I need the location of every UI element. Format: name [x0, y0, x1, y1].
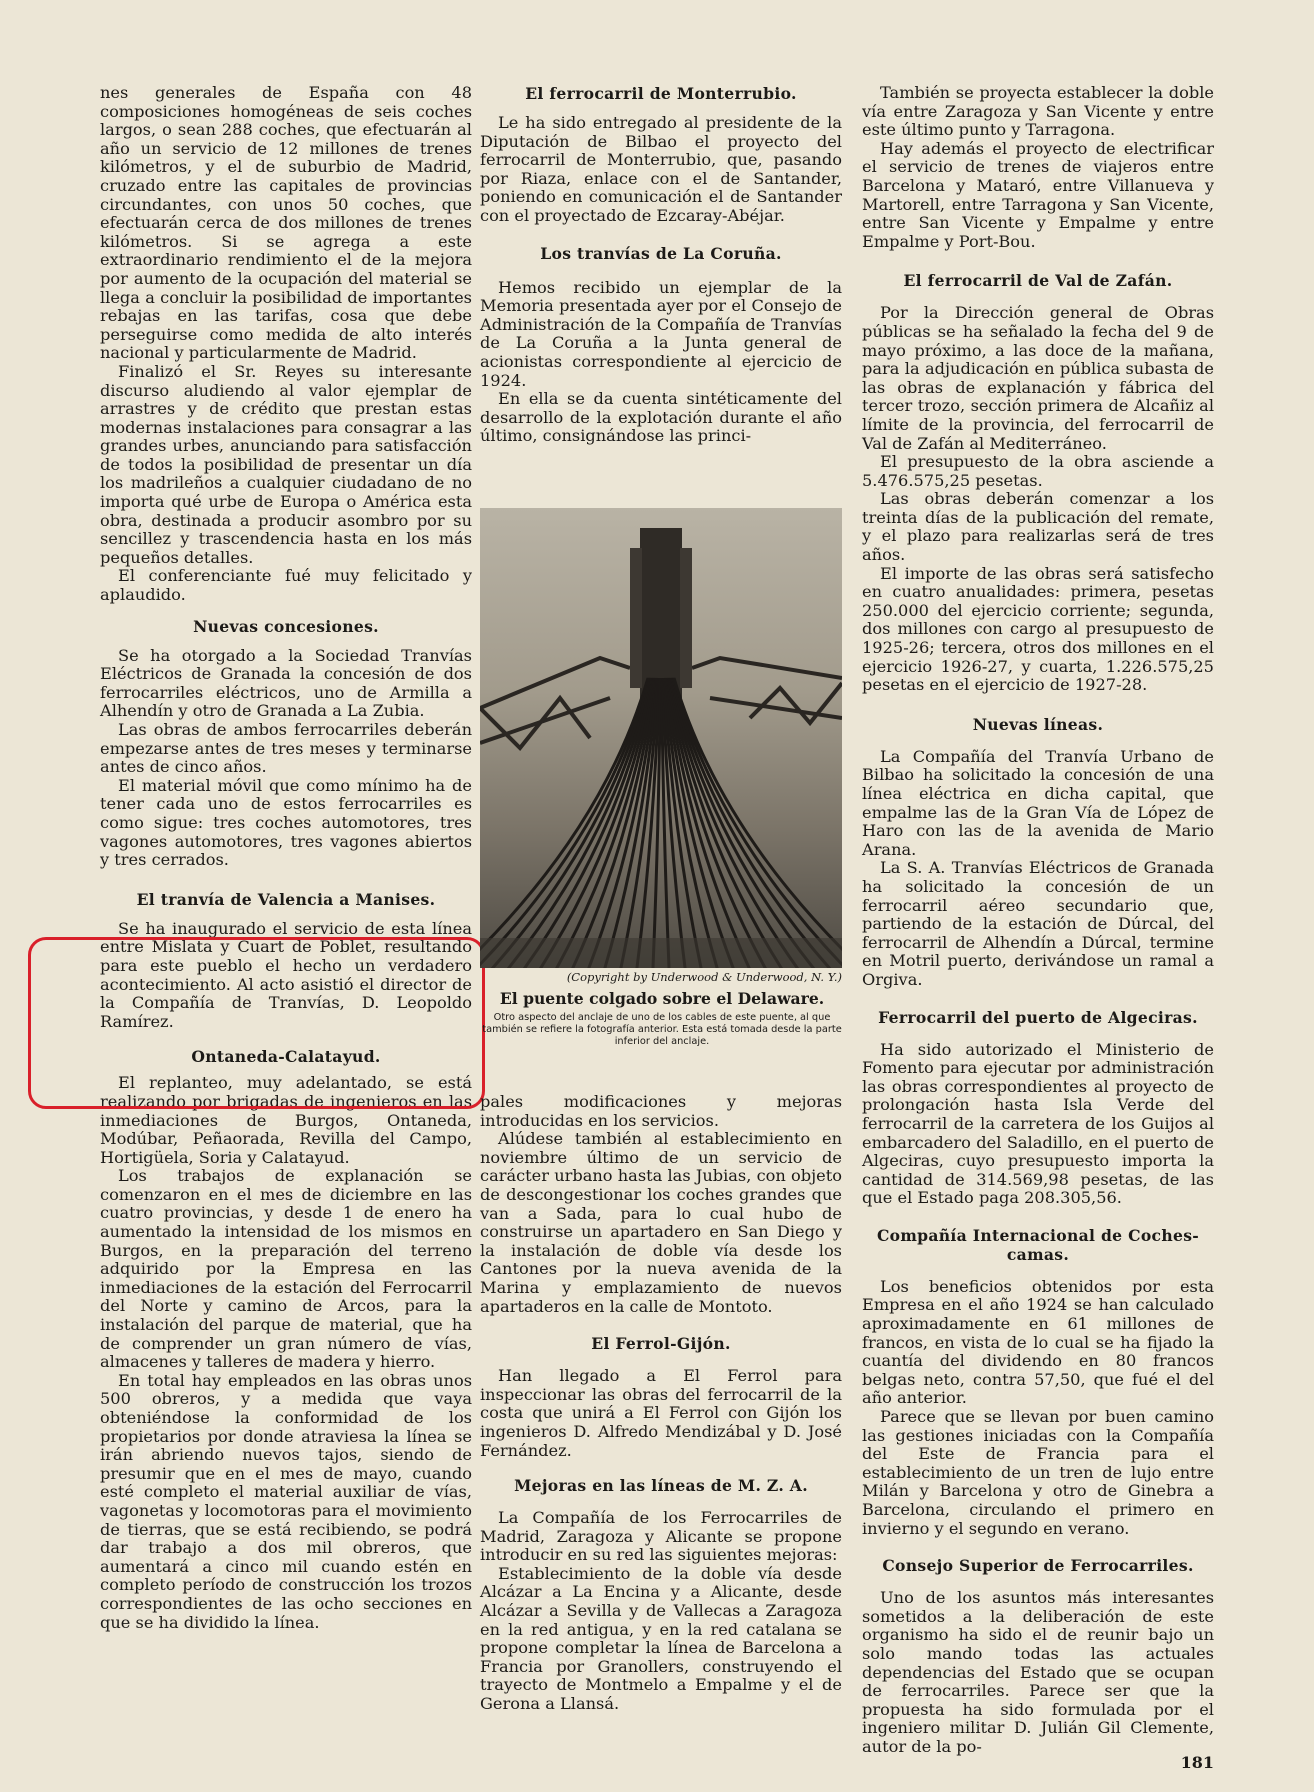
section-heading-mza: Mejoras en las líneas de M. Z. A.: [514, 1476, 808, 1496]
paragraph: En total hay empleados en las obras unos 500 obreros, y a medida que vaya obteniéndose la conformidad de los propietarios por donde atraviesa la línea se irán abriendo nuevos tajos, siendo de presumir que en el mes de mayo, cuando esté completo el material auxiliar de vías, vagonetas y locomotoras para el movimiento de tierras, que se está recibiendo, se podrá dar trabajo a dos mil obreros, que aumentará a cinco mil cuando estén en completo período de construcción los trozos correspondientes de las ocho secciones en que se ha dividido la línea.: [100, 1370, 472, 1632]
paragraph: En ella se da cuenta sintéticamente del desarrollo de la explotación durante el año último, consignándose las princi-: [480, 389, 842, 446]
column-2: [480, 84, 842, 446]
cable-strand: [480, 678, 648, 968]
paragraph: Alúdese también al establecimiento en noviembre último de un servicio de carácter urbano hasta las Jubias, con objeto de descongestionar los coches grandes que van a Sada, para lo cual hubo de construirse un apartadero en San Diego y la instalación de doble vía desde los Cantones por la nueva avenida de la Marina y emplazamiento de nuevos apartaderos en la calle de Montoto.: [480, 1129, 842, 1316]
paragraph: Se ha otorgado a la Sociedad Tranvías Eléctricos de Granada la concesión de dos ferrocarriles eléctricos, uno de Armilla a Alhendín y otro de Granada a La Zubia.: [100, 645, 472, 721]
paragraph: La Compañía de los Ferrocarriles de Madrid, Zaragoza y Alicante se propone introducir en su red las siguientes mejoras:: [480, 1508, 842, 1565]
paragraph: Los beneficios obtenidos por esta Empresa en el año 1924 se han calculado aproximadamente en 61 millones de francos, en vista de lo cual se ha fijado la cuantía del dividendo en 80 francos belgas neto, contra 57,50, que fué el del año anterior.: [862, 1276, 1214, 1408]
figure-title: El puente colgado sobre el Delaware.: [499, 989, 825, 1008]
cable-strand: [480, 678, 649, 968]
paragraph: Uno de los asuntos más interesantes sometidos a la deliberación de este organismo ha sido el de reunir bajo un solo mando todas las actuales dependencias del Estado que se ocupan de ferrocarriles. Parece ser que la propuesta ha sido formulada por el ingeniero militar D. Julián Gil Clemente, autor de la po-: [862, 1588, 1214, 1756]
paragraph: Las obras deberán comenzar a los treinta días de la publicación del remate, y el plazo para realizarlas será de tres años.: [862, 489, 1214, 565]
cable-strand: [673, 678, 842, 968]
cable-anchorage-image: [480, 508, 842, 968]
paragraph: El replanteo, muy adelantado, se está realizando por brigadas de ingenieros en las inmediaciones de Burgos, Ontaneda, Modúbar, Peñaorada, Revilla del Campo, Hortigüela, Soria y Calatayud.: [100, 1073, 472, 1167]
paragraph: El importe de las obras será satisfecho en cuatro anualidades: primera, pesetas 250.000 del ejercicio corriente; segunda, dos millones con cargo al presupuesto de 1925-26; tercera, otros dos millones en el ejercicio 1926-27, y cuarta, 1.226.575,25 pesetas en el ejercicio de 1927-28.: [862, 563, 1214, 695]
section-heading-monterrubio: El ferrocarril de Monterrubio.: [525, 84, 797, 103]
paragraph: Los trabajos de explanación se comenzaron en el mes de diciembre en las cuatro provincias, y desde 1 de enero ha aumentado la intensidad de los mismos en Burgos, en la preparación del terreno adquirido por la Empresa en las inmediaciones de la estación del Ferrocarril del Norte y camino de Arcos, para la instalación del parque de material, que ha de comprender un gran número de vías, almacenes y talleres de madera y hierro.: [100, 1166, 472, 1372]
paragraph: pales modificaciones y mejoras introducidas en los servicios.: [480, 1092, 842, 1130]
figure-caption: Otro aspecto del anclaje de uno de los cables de este puente, al que también se refiere la fotografía anterior. Esta está tomada desde la parte inferior del anclaje.: [482, 1012, 842, 1047]
paragraph: Finalizó el Sr. Reyes su interesante discurso aludiendo al valor ejemplar de arrastres y de crédito que prestan estas modernas instalaciones para consagrar a las grandes urbes, anunciando para satisfacción de todos la posibilidad de presentar un día los madrileños a cualquier ciudadano de no importa qué urbe de Europa o América esta obra, destinada a producir asombro por su sencillez y trascendencia hasta en los más pequeños detalles.: [100, 361, 472, 567]
paragraph: Por la Dirección general de Obras públicas se ha señalado la fecha del 9 de mayo próximo, a las doce de la mañana, para la adjudicación en pública subasta de las obras de explanación y fábrica del tercer trozo, sección primera de Alcañiz al límite de la provincia, del ferrocarril de Val de Zafán al Mediterráneo.: [862, 303, 1214, 453]
section-heading-valencia: El tranvía de Valencia a Manises.: [136, 889, 436, 909]
paragraph: Las obras de ambos ferrocarriles deberán empezarse antes de tres meses y terminarse antes de cinco años.: [100, 720, 472, 777]
section-heading-val-de-zafan: El ferrocarril de Val de Zafán.: [903, 271, 1173, 291]
paragraph: El conferenciante fué muy felicitado y aplaudido.: [100, 566, 472, 605]
section-heading-ferrol: El Ferrol-Gijón.: [591, 1334, 731, 1354]
paragraph: nes generales de España con 48 composiciones homogéneas de seis coches largos, o sean 288 coches, que efectuarán al año un servicio de 12 millones de trenes kilómetros, y el de suburbio de Madrid, cruzado entre las capitales de provincias circundantes, con unos 50 coches, que efectuarán cerca de dos millones de trenes kilómetros. Si se agrega a este extraordinario rendimiento el de la mejora por aumento de la ocupación del material se llega a concluir la posibilidad de importantes rebajas en las tarifas, cosa que debe perseguirse como medida de alto interés nacional y particularmente de Madrid.: [100, 83, 472, 363]
section-heading-algeciras: Ferrocarril del puerto de Algeciras.: [878, 1007, 1198, 1027]
paragraph: Hemos recibido un ejemplar de la Memoria presentada ayer por el Consejo de Administración de la Compañía de Tranvías de La Coruña a la Junta general de acionistas correspondiente al ejercicio de 1924.: [480, 277, 842, 390]
paragraph: Establecimiento de la doble vía desde Alcázar a La Encina y a Alicante, desde Alcázar a Sevilla y de Vallecas a Zaragoza en la red antigua, y en la red catalana se propone completar la línea de Barcelona a Francia por Granollers, construyendo el trayecto de Montmelo a Empalme y el de Gerona a Llansá.: [480, 1563, 842, 1714]
section-heading-coches-camas: Compañía Internacional de Coches-camas.: [876, 1225, 1200, 1264]
section-heading-nuevas-concesiones: Nuevas concesiones.: [193, 616, 379, 636]
page-number: 181: [1180, 1753, 1214, 1772]
photo-credit: (Copyright by Underwood & Underwood, N. Y.): [566, 970, 842, 984]
paragraph: La S. A. Tranvías Eléctricos de Granada ha solicitado la concesión de un ferrocarril aéreo secundario que, partiendo de la estación de Dúrcal, del ferrocarril de Alhendín a Dúrcal, termine en Motril puerto, derivándose un ramal a Orgiva.: [862, 858, 1214, 989]
paragraph: Han llegado a El Ferrol para inspeccionar las obras del ferrocarril de la costa que unirá a El Ferrol con Gijón los ingenieros D. Alfredo Mendizábal y D. José Fernández.: [480, 1366, 842, 1460]
figure-caption-block: [476, 970, 848, 1048]
paragraph: Le ha sido entregado al presidente de la Diputación de Bilbao el proyecto del ferrocarril de Monterrubio, que, pasando por Riaza, enlace con el de Santander, poniendo en comunicación el de Santander con el proyectado de Ezcaray-Abéjar.: [480, 113, 842, 225]
paragraph: Hay además el proyecto de electrificar el servicio de trenes de viajeros entre Barcelona y Mataró, entre Villanueva y Martorell, entre Tarragona y San Vicente, entre San Vicente y Empalme y entre Empalme y Port-Bou.: [862, 138, 1214, 251]
section-heading-ontaneda: Ontaneda-Calatayud.: [191, 1047, 381, 1067]
column-3: [862, 84, 1214, 1757]
column-2-continued: [480, 1093, 842, 1714]
section-heading-consejo: Consejo Superior de Ferrocarriles.: [882, 1556, 1194, 1576]
column-1: [100, 84, 472, 1632]
paragraph: Ha sido autorizado el Ministerio de Fomento para ejecutar por administración las obras correspondientes al proyecto de prolongación hasta Isla Verde del ferrocarril de la carretera de los Guijos al embarcadero del Saladillo, en el puerto de Algeciras, cuyo presupuesto importa la cantidad de 314.569,98 pesetas, de las que el Estado paga 208.305,56.: [862, 1039, 1214, 1208]
paragraph: El material móvil que como mínimo ha de tener cada uno de estos ferrocarriles es como sigue: tres coches automotores, tres vagones automotores, tres vagones abiertos y tres cerrados.: [100, 775, 472, 870]
paragraph: El presupuesto de la obra asciende a 5.476.575,25 pesetas.: [862, 452, 1214, 490]
bridge-photograph: [480, 508, 842, 968]
paragraph: La Compañía del Tranvía Urbano de Bilbao ha solicitado la concesión de una línea eléctrica en dicha capital, que empalme las de la Gran Vía de López de Haro con las de la avenida de Mario Arana.: [862, 746, 1214, 859]
section-heading-nuevas-lineas: Nuevas líneas.: [972, 714, 1104, 734]
paragraph: Se ha inaugurado el servicio de esta línea entre Mislata y Cuart de Poblet, resultando para este pueblo el hecho un verdadero acontecimiento. Al acto asistió el director de la Compañía de Tranvías, D. Leopoldo Ramírez.: [100, 918, 472, 1031]
paragraph: Parece que se llevan por buen camino las gestiones iniciadas con la Compañía del Este de Francia para el establecimiento de un tren de lujo entre Milán y Barcelona y otro de Ginebra a Barcelona, circulando el primero en invierno y el segundo en verano.: [862, 1407, 1214, 1538]
paragraph: También se proyecta establecer la doble vía entre Zaragoza y San Vicente y entre este último punto y Tarragona.: [862, 83, 1214, 140]
section-heading-coruna: Los tranvías de La Coruña.: [540, 243, 782, 263]
cable-strand: [674, 678, 842, 968]
highlight-box: [28, 937, 485, 1109]
